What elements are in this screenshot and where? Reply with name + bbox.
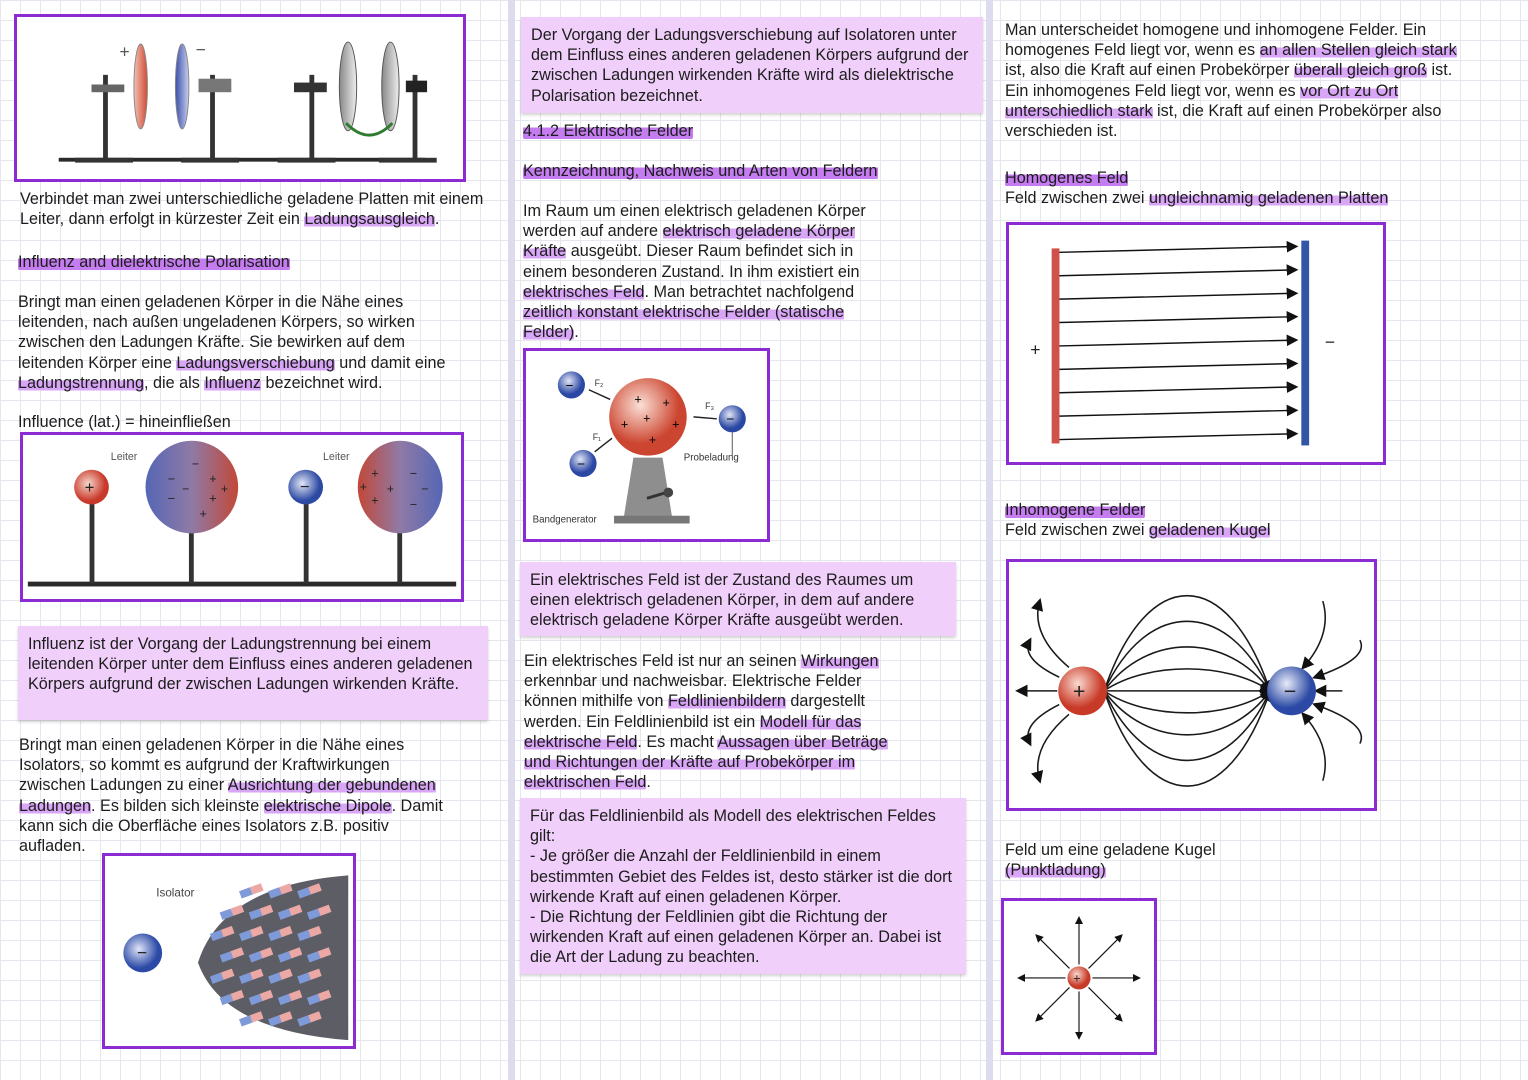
svg-text:+: + [662, 396, 670, 411]
text-line [524, 712, 888, 732]
field-line [1038, 601, 1069, 667]
section-title [523, 121, 693, 141]
svg-text:−: − [409, 497, 418, 512]
definition-box-influenz [18, 626, 488, 720]
field-line [1028, 705, 1059, 744]
field-line [1089, 987, 1122, 1020]
figure-punktladung [1001, 898, 1157, 1055]
text-fragment: leitenden Körper eine [18, 353, 177, 372]
field-line [1104, 596, 1270, 691]
field-line [1104, 691, 1270, 761]
text-fragment: . Damit [391, 796, 443, 815]
text-fragment: Feld zwischen zwei [1005, 521, 1149, 540]
highlight-influenz: Influenz [204, 373, 262, 392]
field-line [1028, 640, 1059, 677]
highlight: elektrischen Feld [524, 773, 647, 792]
text-line [523, 282, 866, 302]
text-fragment: ist, also die Kraft auf einen Probekörper [1005, 61, 1294, 80]
highlight: (Punktladung) [1005, 861, 1106, 880]
subsection-title-text: Kennzeichnung, Nachweis und Arten von Feldern [523, 162, 878, 180]
model-text-intro: Für das Feldlinienbild als Modell des elektrischen Feldes gilt: [530, 807, 936, 846]
svg-text:−: − [577, 456, 586, 472]
text-fragment: . [434, 210, 440, 229]
definition-feld-text: Ein elektrisches Feld ist der Zustand des Raumes um einen elektrisch geladenen Körper, in dem auf andere elektrisch geladene Körper Kräfte ausgeübt werden. [530, 571, 915, 630]
text-line [1005, 101, 1457, 121]
highlight: Felder) [523, 323, 575, 342]
figure-charged-plates [14, 14, 466, 182]
text-fragment: . Es bilden sich kleinste [91, 796, 264, 815]
text-line: Verbindet man zwei unterschiedliche geladene Platten mit einem [20, 190, 484, 208]
dipole-positive-end [250, 883, 264, 894]
definition-box-polarisation [521, 17, 983, 113]
highlight: unterschiedlich stark [1005, 101, 1153, 120]
svg-text:−: − [136, 942, 148, 963]
force-label-f2: F₂ [594, 377, 604, 388]
highlight-ausrichtung: Ausrichtung der gebundenen [227, 776, 436, 795]
svg-text:+: + [620, 417, 629, 432]
fig-label-bandgenerator: Bandgenerator [532, 514, 597, 526]
highlight-ladungstrennung: Ladungstrennung [18, 373, 145, 392]
highlight: elektrische Feld [524, 732, 638, 751]
text-fragment: , die als [144, 373, 205, 392]
heading-influenz-text: Influenz and dielektrische Polarisation [18, 253, 290, 271]
text-line: zwischen den Ladungen Kräfte. Sie bewirken auf dem [18, 333, 405, 352]
field-line [1104, 691, 1270, 786]
definition-box-feld [520, 562, 956, 636]
svg-text:+: + [634, 392, 642, 407]
paragraph-isolator [19, 735, 443, 856]
text-line [524, 691, 888, 711]
text-fragment: werden. Ein Feldlinienbild ist ein [524, 712, 760, 731]
highlight-ladungsausgleich: Ladungsausgleich [304, 210, 435, 229]
paragraph-ladungsausgleich [20, 189, 483, 229]
force-label-f3: F₃ [705, 401, 715, 412]
highlight-dipole: elektrische Dipole [263, 796, 392, 815]
highlight: Wirkungen [801, 652, 879, 670]
field-line [1303, 601, 1325, 667]
svg-text:+: + [359, 479, 368, 494]
field-line [1059, 293, 1295, 299]
minus-sign: − [1324, 331, 1335, 352]
text-fragment: Feld zwischen zwei [1005, 189, 1149, 208]
text-line [523, 241, 866, 261]
text-line [18, 353, 446, 373]
text-line [524, 752, 888, 772]
section-title-text: 4.1.2 Elektrische Felder [523, 122, 694, 140]
svg-text:+: + [371, 466, 379, 481]
text-line: einem besonderen Zustand. In ihm existiert ein [523, 262, 860, 281]
text-line [524, 772, 888, 792]
text-fragment: . [574, 323, 579, 342]
text-line [1005, 60, 1457, 80]
text-line: Bringt man einen geladenen Körper in die Nähe eines [19, 736, 405, 754]
text-fragment: können mithilfe von [524, 692, 668, 711]
highlight: und Richtungen der Kräfte auf Probekörper im [524, 753, 856, 772]
subsection-title [523, 161, 878, 181]
heading-inhomogene-felder-text: Inhomogene Felder [1005, 501, 1146, 519]
highlight: Kräfte [523, 242, 567, 261]
svg-text:−: − [167, 472, 176, 487]
heading-punktladung [1005, 840, 1216, 880]
text-fragment: Ein inhomogenes Feld liegt vor, wenn es [1005, 81, 1301, 100]
model-text-point-1: - Je größer die Anzahl der Feldlinienbild in einem bestimmten Gebiet des Feldes ist, desto stärker ist die dort wirkende Kraft auf einen geladenen Körper. [530, 847, 952, 906]
svg-text:+: + [1073, 971, 1081, 986]
heading-homogenes-feld-text: Homogenes Feld [1005, 169, 1129, 187]
text-line: verschieden ist. [1005, 122, 1118, 141]
svg-text:+: + [84, 478, 95, 497]
field-line [1059, 410, 1295, 416]
paragraph-feld [523, 201, 866, 342]
svg-text:−: − [565, 377, 574, 393]
svg-text:−: − [167, 491, 176, 506]
text-fragment: . Es macht [637, 732, 718, 751]
influence-definition: Influence (lat.) = hineinfließen [18, 413, 231, 431]
text-fragment: dargestellt [785, 692, 866, 711]
text-line [20, 209, 483, 229]
fig-label-leiter-1: Leiter [110, 451, 138, 464]
field-line [1104, 691, 1270, 713]
highlight: geladenen Kugel [1148, 521, 1271, 540]
field-line [1037, 987, 1070, 1020]
text-line: aufladen. [19, 837, 86, 856]
field-line [1059, 363, 1295, 369]
text-line: Im Raum um einen elektrisch geladenen Körper [523, 202, 866, 220]
text-line [524, 651, 888, 671]
highlight-ladungsverschiebung: Ladungsverschiebung [176, 353, 335, 372]
svg-text:+: + [648, 433, 657, 448]
svg-text:+: + [199, 506, 207, 521]
column-separator-2 [986, 0, 993, 1080]
svg-text:+: + [386, 481, 395, 496]
text-line: Feld um eine geladene Kugel [1005, 841, 1216, 859]
text-fragment: ist. [1427, 61, 1453, 80]
heading-homogenes-feld [1005, 168, 1388, 208]
svg-text:+: + [643, 411, 651, 426]
field-line [1059, 270, 1295, 276]
text-line [1005, 168, 1388, 188]
fig-label-leiter-2: Leiter [323, 451, 350, 464]
svg-text:+: + [209, 491, 217, 506]
paragraph-homogen-inhomogen [1005, 20, 1457, 141]
svg-text:−: − [726, 411, 735, 427]
text-line [523, 302, 866, 322]
text-line [1005, 520, 1270, 540]
field-line [1059, 317, 1295, 323]
field-line [1104, 621, 1270, 691]
text-fragment: . [646, 773, 651, 792]
field-line [1037, 936, 1070, 969]
highlight: zeitlich konstant elektrische Felder (statische [523, 303, 845, 322]
svg-text:−: − [421, 481, 429, 496]
field-line [1303, 714, 1325, 780]
text-fragment: ausgeübt. Dieser Raum befindet sich in [566, 242, 854, 261]
force-label-f1: F₁ [592, 432, 601, 443]
highlight: Aussagen über Beträge [717, 732, 888, 751]
svg-text:+: + [220, 481, 229, 496]
text-line: Isolators, so kommt es aufgrund der Kraftwirkungen [19, 756, 390, 775]
text-line [19, 796, 443, 816]
text-fragment: bezeichnet wird. [261, 373, 383, 392]
highlight: Feldlinienbildern [667, 692, 786, 711]
svg-text:+: + [209, 472, 217, 487]
svg-text:+: + [1072, 679, 1086, 704]
svg-text:−: − [299, 477, 310, 496]
text-fragment: und damit eine [334, 353, 446, 372]
highlight: vor Ort zu Ort [1300, 81, 1399, 100]
text-line [523, 322, 866, 342]
fig-label-isolator: Isolator [156, 886, 195, 900]
text-fragment: Ein elektrisches Feld ist nur an seinen [524, 652, 802, 670]
highlight: Modell für das [759, 712, 862, 731]
field-line [1059, 387, 1295, 393]
svg-text:−: − [409, 466, 418, 481]
highlight-ladungen: Ladungen [19, 796, 92, 815]
text-line [1005, 860, 1216, 880]
dipole-negative-end [239, 1015, 253, 1026]
field-line [1315, 640, 1361, 677]
text-line: erkennbar und nachweisbar. Elektrische Felder [524, 672, 862, 691]
field-line-group [1059, 246, 1295, 439]
svg-text:+: + [119, 41, 130, 62]
figure-homogenes-feld [1006, 222, 1386, 465]
text-line: Man unterscheidet homogene und inhomogene Felder. Ein [1005, 21, 1427, 39]
svg-text:−: − [1283, 679, 1297, 704]
dipole-negative-end [239, 887, 253, 898]
text-fragment: Leiter, dann erfolgt in kürzester Zeit ein [20, 210, 305, 229]
text-line: kann sich die Oberfläche eines Isolators z.B. positiv [19, 816, 389, 835]
field-line [1089, 936, 1122, 969]
text-line [1005, 188, 1388, 208]
text-line [1005, 81, 1457, 101]
highlight: elektrisch geladene Körper [662, 222, 856, 241]
field-line [1059, 340, 1295, 346]
model-text-point-2: - Die Richtung der Feldlinien gibt die Richtung der wirkenden Kraft auf einen geladenen Körper an. Dabei ist die Art der Ladung zu beachten. [530, 908, 942, 967]
field-line [1059, 246, 1295, 252]
text-line [1005, 500, 1270, 520]
highlight: überall gleich groß [1293, 61, 1428, 80]
fig-label-probeladung: Probeladung [683, 452, 739, 464]
field-line [1059, 434, 1295, 440]
column-separator-1 [508, 0, 515, 1080]
text-line [523, 221, 866, 241]
figure-bandgenerator [523, 348, 770, 542]
text-fragment: . Man betrachtet nachfolgend [644, 282, 855, 301]
text-line [19, 775, 443, 795]
svg-text:−: − [195, 39, 206, 60]
text-line: Bringt man einen geladenen Körper in die Nähe eines [18, 293, 404, 311]
highlight: an allen Stellen gleich stark [1259, 41, 1457, 60]
svg-text:−: − [182, 481, 190, 496]
paragraph-influenz [18, 292, 446, 393]
svg-text:−: − [191, 456, 200, 471]
svg-text:+: + [371, 493, 379, 508]
figure-isolator-dipole [102, 853, 356, 1049]
highlight: elektrisches Feld [523, 282, 645, 301]
definition-polarisation-text: Der Vorgang der Ladungsverschiebung auf Isolatoren unter dem Einfluss eines anderen geladenen Körpers aufgrund der zwischen Ladungen wirkenden Kräfte wird als dielektrische Polarisation bezeichnet. [531, 26, 969, 105]
plus-sign: + [1030, 339, 1041, 360]
model-box-feldlinienbild [520, 798, 966, 974]
text-fragment: ist, die Kraft auf einen Probekörper also [1152, 101, 1442, 120]
highlight: ungleichnamig geladenen Platten [1148, 189, 1389, 208]
text-line [524, 732, 888, 752]
paragraph-feldlinien [524, 651, 888, 792]
text-line [18, 373, 446, 393]
svg-text:+: + [672, 417, 680, 432]
heading-influenz [18, 252, 290, 272]
text-line: leitenden, nach außen ungeladenen Körpers, so wirken [18, 313, 415, 332]
text-fragment: werden auf andere [523, 222, 663, 241]
definition-influenz-text: Influenz ist der Vorgang der Ladungstrennung bei einem leitenden Körper unter dem Einfluss eines anderen geladenen Körpers aufgrund der zwischen Ladungen wirkenden Kräfte. [28, 635, 473, 694]
heading-inhomogene-felder [1005, 500, 1270, 540]
figure-inhomogenes-feld [1006, 559, 1377, 811]
field-line [1315, 705, 1361, 744]
field-line [1104, 669, 1270, 691]
text-fragment: homogenes Feld liegt vor, wenn es [1005, 41, 1260, 60]
text-fragment: zwischen Ladungen zu einer [19, 776, 228, 795]
text-line [1005, 40, 1457, 60]
figure-influenz-leiter [20, 432, 464, 602]
field-line [1038, 714, 1069, 780]
